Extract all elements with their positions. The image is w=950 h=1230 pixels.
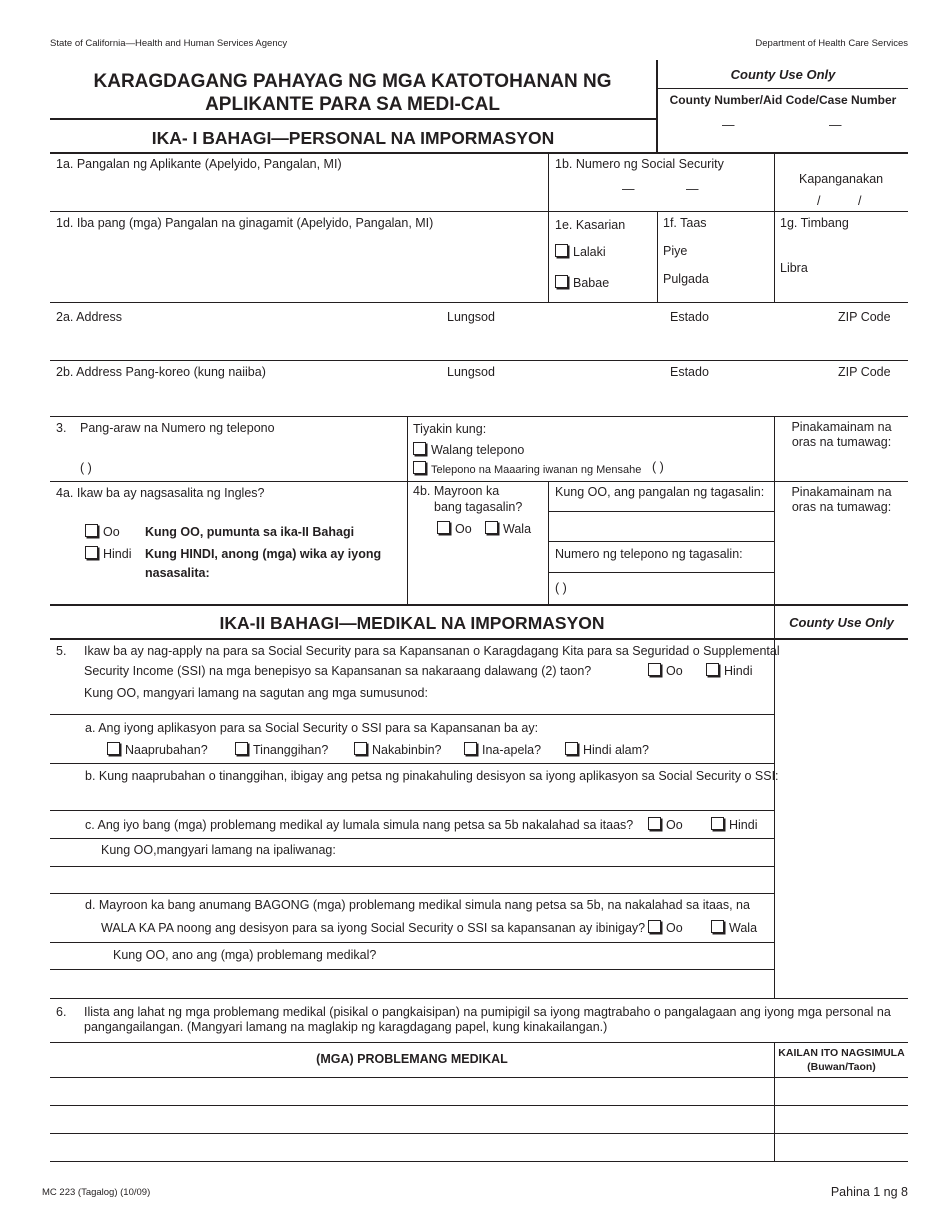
q5-yes-checkbox[interactable]	[648, 663, 661, 676]
q4a-no-option[interactable]: Hindi	[85, 546, 132, 561]
q1f-label: 1f. Taas	[663, 216, 707, 230]
q4b-label-line2: bang tagasalin?	[434, 500, 523, 514]
q4a-no-note-line1: Kung HINDI, anong (mga) wika ay iyong	[145, 547, 382, 561]
best-time-label-3a: Pinakamainam na	[791, 420, 892, 434]
part1-title: IKA- I BAHAGI—PERSONAL NA IMPORMASYON	[151, 128, 555, 148]
q5d-yes-option[interactable]: Oo	[648, 920, 683, 935]
q5c-no-checkbox[interactable]	[711, 817, 724, 830]
q4a-no-checkbox[interactable]	[85, 546, 98, 559]
inches-label: Pulgada	[663, 272, 709, 286]
no-phone-checkbox[interactable]	[413, 442, 426, 455]
pounds-label: Libra	[780, 261, 808, 275]
part2-title: IKA-II BAHAGI—MEDIKAL NA IMPORMASYON	[219, 613, 605, 633]
q2a-zip-label: ZIP Code	[838, 310, 891, 324]
q5c-explain-label: Kung OO,mangyari lamang na ipaliwanag:	[101, 843, 336, 857]
part2-county-use-only: County Use Only	[789, 615, 894, 630]
q1a-label: 1a. Pangalan ng Aplikante (Apelyido, Pangalan, MI)	[56, 157, 342, 171]
q1d-label: 1d. Iba pang (mga) Pangalan na ginagamit (Apelyido, Pangalan, MI)	[56, 216, 434, 230]
q4a-no-note-line2: nasasalita:	[145, 566, 210, 580]
q5a-denied-option[interactable]: Tinanggihan?	[235, 742, 328, 757]
q5c-label: c. Ang iyo bang (mga) problemang medikal ay lumala simula nang petsa sa 5b nakalahad sa itaas?	[85, 818, 634, 832]
q1b-label: 1b. Numero ng Social Security	[555, 157, 724, 171]
q2b-city-label: Lungsod	[447, 365, 495, 379]
q5a-label: a. Ang iyong aplikasyon para sa Social Security o SSI para sa Kapansanan ba ay:	[85, 721, 539, 735]
q5a-pending-option[interactable]: Nakabinbin?	[354, 742, 442, 757]
q5-yes-option[interactable]: Oo	[648, 663, 683, 678]
county-number-dash-2: —	[829, 118, 842, 132]
q5a-appealed-option[interactable]: Ina-apela?	[464, 742, 541, 757]
pending-checkbox[interactable]	[354, 742, 367, 755]
appealed-checkbox[interactable]	[464, 742, 477, 755]
q5-no-checkbox[interactable]	[706, 663, 719, 676]
approved-checkbox[interactable]	[107, 742, 120, 755]
q4a-yes-checkbox[interactable]	[85, 524, 98, 537]
q2b-label: 2b. Address Pang-koreo (kung naiiba)	[56, 365, 266, 379]
form-id: MC 223 (Tagalog) (10/09)	[42, 1187, 151, 1198]
ssn-dash-2: —	[686, 182, 699, 196]
q2b-zip-label: ZIP Code	[838, 365, 891, 379]
county-use-only-label: County Use Only	[730, 67, 836, 82]
interpreter-name-label: Kung OO, ang pangalan ng tagasalin:	[555, 485, 765, 499]
q2b-state-label: Estado	[670, 365, 709, 379]
q4b-none-checkbox[interactable]	[485, 521, 498, 534]
message-phone-paren: ( )	[652, 460, 664, 474]
when-started-header-line1: KAILAN ITO NAGSIMULA	[778, 1047, 905, 1059]
ssn-dash-1: —	[622, 182, 635, 196]
message-phone-checkbox[interactable]	[413, 461, 426, 474]
q5d-none-option[interactable]: Wala	[711, 920, 757, 935]
agency-name: State of California—Health and Human Services Agency	[50, 38, 288, 49]
q5-line1: Ikaw ba ay nag-apply na para sa Social Security para sa Kapansanan o Karagdagang Kita para sa Seguridad o Supplemental	[84, 644, 780, 658]
q4a-yes-note: Kung OO, pumunta sa ika-II Bahagi	[145, 525, 355, 539]
form-title-line2: APLIKANTE PARA SA MEDI-CAL	[205, 94, 500, 115]
q2a-state-label: Estado	[670, 310, 709, 324]
q5d-none-checkbox[interactable]	[711, 920, 724, 933]
dob-slash-2: /	[858, 194, 862, 208]
q5d-line2: WALA KA PA noong ang desisyon para sa iyong Social Security o SSI sa kapansanan ay ibinigay?	[101, 921, 646, 935]
q4b-yes-option[interactable]: Oo	[437, 521, 472, 536]
q6-number: 6.	[56, 1005, 67, 1019]
denied-checkbox[interactable]	[235, 742, 248, 755]
department-name: Department of Health Care Services	[755, 38, 908, 49]
q3-label: Pang-araw na Numero ng telepono	[80, 421, 275, 435]
feet-label: Piye	[663, 244, 688, 258]
q5c-yes-checkbox[interactable]	[648, 817, 661, 830]
q5a-dont-know-option[interactable]: Hindi alam?	[565, 742, 649, 757]
q6-line2: pangangailangan. (Mangyari lamang na maglakip ng karagdagang papel, kung kinakailangan.)	[84, 1020, 608, 1034]
q4b-yes-checkbox[interactable]	[437, 521, 450, 534]
check-if-label: Tiyakin kung:	[413, 422, 487, 436]
form-title-line1: KARAGDAGANG PAHAYAG NG MGA KATOTOHANAN NG	[93, 71, 612, 92]
q4a-label: 4a. Ikaw ba ay nagsasalita ng Ingles?	[56, 486, 265, 500]
q1c-label-line2: Kapanganakan	[799, 172, 884, 186]
q4b-none-option[interactable]: Wala	[485, 521, 531, 536]
q5c-no-option[interactable]: Hindi	[711, 817, 758, 832]
message-phone-option[interactable]: Telepono na Maaaring iwanan ng Mensahe	[413, 461, 641, 476]
q5-line3: Kung OO, mangyari lamang na sagutan ang mga sumusunod:	[84, 686, 428, 700]
medical-problems-column-header: (MGA) PROBLEMANG MEDIKAL	[316, 1052, 508, 1066]
county-number-label: County Number/Aid Code/Case Number	[669, 93, 897, 107]
q5-number: 5.	[56, 644, 67, 658]
q5a-approved-option[interactable]: Naaprubahan?	[107, 742, 208, 757]
q2a-city-label: Lungsod	[447, 310, 495, 324]
q5-line2: Security Income (SSI) na mga benepisyo sa Kapansanan sa nakaraang dalawang (2) taon?	[84, 664, 592, 678]
daytime-phone-paren: ( )	[80, 461, 92, 475]
page-number: Pahina 1 ng 8	[830, 1185, 908, 1199]
q4b-label-line1: 4b. Mayroon ka	[413, 484, 500, 498]
best-time-label-3b: oras na tumawag:	[791, 435, 892, 449]
q5b-label: b. Kung naaprubahan o tinanggihan, ibigay ang petsa ng pinakahuling desisyon sa iyong aplikasyon sa Social Security o SSI:	[85, 769, 779, 783]
best-time-label-4a: Pinakamainam na	[791, 485, 892, 499]
no-phone-option[interactable]: Walang telepono	[413, 442, 524, 457]
q5d-what-label: Kung OO, ano ang (mga) problemang medikal?	[113, 948, 377, 962]
q2a-label: 2a. Address	[56, 310, 123, 324]
interpreter-phone-paren: ( )	[555, 581, 567, 595]
dont-know-checkbox[interactable]	[565, 742, 578, 755]
q4a-yes-option[interactable]: Oo	[85, 524, 120, 539]
q3-number: 3.	[56, 421, 67, 435]
q1e-label: 1e. Kasarian	[555, 218, 626, 232]
q1g-label: 1g. Timbang	[780, 216, 849, 230]
q5c-yes-option[interactable]: Oo	[648, 817, 683, 832]
dob-slash-1: /	[817, 194, 821, 208]
q6-line1: Ilista ang lahat ng mga problemang medikal (pisikal o pangkaisipan) na pumipigil sa iyong magtrabaho o pangalagaan ang iyong mga personal na	[84, 1005, 891, 1019]
when-started-header-line2: (Buwan/Taon)	[807, 1061, 876, 1073]
sex-female-option[interactable]: Babae	[555, 275, 609, 290]
interpreter-phone-label: Numero ng telepono ng tagasalin:	[555, 547, 743, 561]
q5d-yes-checkbox[interactable]	[648, 920, 661, 933]
county-number-dash-1: —	[722, 118, 735, 132]
q5-no-option[interactable]: Hindi	[706, 663, 753, 678]
q5d-line1: d. Mayroon ka bang anumang BAGONG (mga) problemang medikal simula nang petsa sa 5b, na nakalahad sa itaas, na	[85, 898, 750, 912]
best-time-label-4b: oras na tumawag:	[791, 500, 892, 514]
male-checkbox[interactable]	[555, 244, 568, 257]
sex-male-option[interactable]: Lalaki	[555, 244, 606, 259]
female-checkbox[interactable]	[555, 275, 568, 288]
